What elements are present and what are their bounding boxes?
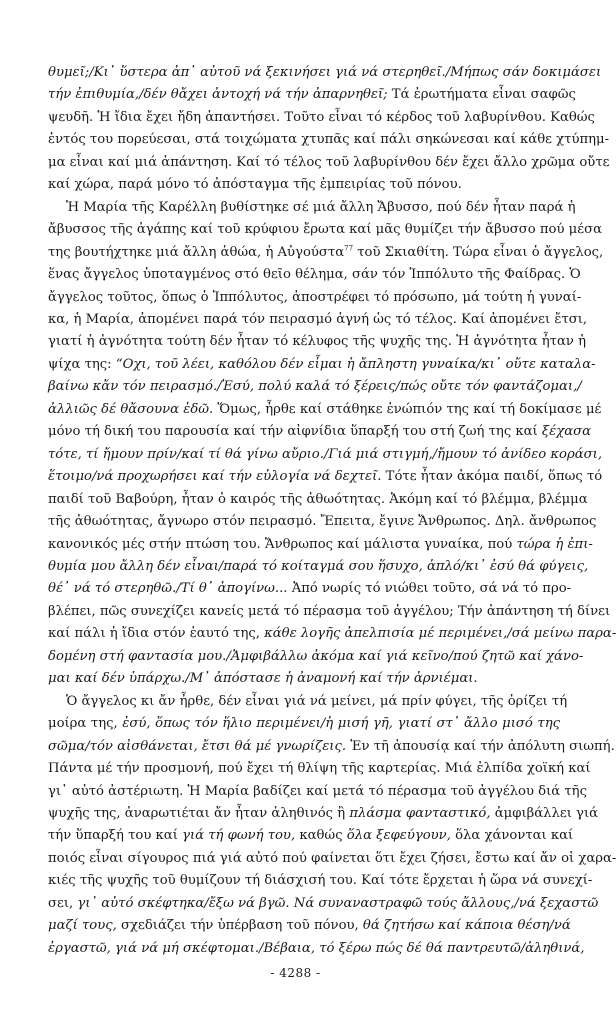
italic-quote: τήν ἐπιθυμία,/δέν θἄχει ἀντοχή νά τήν ἀπαρνηθεῖ; xyxy=(48,87,388,103)
text-run: ψίχα της: xyxy=(48,356,116,372)
text-line xyxy=(48,331,586,353)
text-line xyxy=(48,399,602,421)
italic-quote: ἐσύ, ὅπως τόν ἥλιο περιμένει/ἡ μισή γῆ, γιατί στ᾽ ἄλλο μισό της xyxy=(122,716,561,732)
text-run: ἕνας ἄγγελος ὑποταγμένος στό θεῖο θέλημα, σάν τόν Ἱππόλυτο τῆς Φαίδρας. Ὁ xyxy=(48,267,581,283)
text-run: μόνο τή δική του παρουσία καί τήν αἰφνίδια ὕπαρξή του στή ζωή της καί xyxy=(48,424,542,440)
text-run: ψευδῆ. Ἡ ἴδια ἔχει ἤδη ἀπαντήσει. Τοῦτο εἶναι τό κέρδος τοῦ λαβυρίνθου. Καθώς xyxy=(48,109,595,125)
text-line xyxy=(48,758,591,780)
text-run: κιές τῆς ψυχῆς τοῦ θυμίζουν τή διάσχισή του. Καί τότε ἔρχεται ἡ ὥρα νά συνεχί- xyxy=(48,873,593,889)
text-line xyxy=(48,736,615,758)
text-line xyxy=(48,825,574,847)
italic-quote: ἕτοιμο/νά προχωρήσει καί τήν εὐλογία νά δεχτεῖ. xyxy=(48,469,382,485)
text-line xyxy=(48,174,560,196)
text-run: ὅλα χάνονται καί xyxy=(450,828,574,844)
text-line xyxy=(48,601,611,623)
text-run: ἀμφιβάλλει γιά xyxy=(490,805,599,821)
text-line xyxy=(48,376,582,398)
page-number: - 4288 - xyxy=(270,966,321,980)
text-line xyxy=(48,152,610,174)
text-line xyxy=(48,668,560,690)
italic-quote: θά ζητήσω καί κάποια θέση/νά xyxy=(362,918,571,934)
text-run: Ἐν τῆ ἀπουσίᾳ καί τήν ἀπόλυτη σιωπή. xyxy=(346,738,615,754)
text-run: Ὅμως, ἦρθε καί στάθηκε ἐνώπιόν της καί τή δοκίμασε μέ xyxy=(213,401,602,417)
italic-quote: γιά τή φωνή του, xyxy=(182,828,296,844)
footnote-marker: 77 xyxy=(344,244,354,253)
text-line xyxy=(48,938,585,960)
text-run: ἐντός του πορεύεσαι, στά τοιχώματα χτυπᾶς καί πάλι σηκώνεσαι καί κάθε χτύπημ- xyxy=(48,132,610,148)
italic-quote: βαίνω κἄν τόν πειρασμό./Ἐσύ, πολύ καλά τό ξέρεις/πώς οὔτε τόν φαντάζομαι,/ xyxy=(48,379,582,395)
italic-quote: θέ᾽ νά τό στερηθῶ./Τί θ᾽ ἀπογίνω... xyxy=(48,581,288,597)
text-run: Ἡ Μαρία τῆς Καρέλλη βυθίστηκε σέ μιά ἄλλη Ἄβυσσο, πού δέν ἦταν παρά ἡ xyxy=(66,199,576,215)
italic-quote: θυμία μου ἄλλη δέν εἶναι/παρά τό κοίταγμά σου ἥσυχο, ἁπλό/κι᾽ ἐσύ θά φύγεις, xyxy=(48,558,589,574)
text-run: Τότε ἦταν ἀκόμα παιδί, ὅπως τό xyxy=(381,469,603,485)
paragraph xyxy=(48,197,616,691)
text-run: κα, ἡ Μαρία, ἀπομένει παρά τόν πειρασμό ἁγνή ὡς τό τέλος. Καί ἀπομένει ἔτσι, xyxy=(48,311,588,327)
italic-quote: μαζί τους, xyxy=(48,918,117,934)
text-run: σει, xyxy=(48,895,78,911)
italic-quote: σῶμα/τόν αἰσθάνεται, ἔτσι θά μέ γνωρίζεις. xyxy=(48,738,347,754)
text-run: μα εἶναι καί μιά ἀπάντηση. Καί τό τέλος τοῦ λαβυρίνθου δέν ἔχει ἄλλο χρῶμα οὔτε xyxy=(48,154,610,170)
text-line xyxy=(48,623,616,645)
italic-quote: ὅλα ξεφεύγουν, xyxy=(346,828,451,844)
text-line xyxy=(48,848,616,870)
text-run: γιατί ἡ ἁγνότητα τούτη δέν ἦταν τό κέλυφος τῆς ψυχῆς της. Ἡ ἁγνότητα ἦταν ἡ xyxy=(48,334,586,350)
text-line xyxy=(48,444,603,466)
text-run: ἄγγελος τοῦτος, ὅπως ὁ Ἱππόλυτος, ἀποστρέφει τό πρόσωπο, μά τούτη ἡ γυναί- xyxy=(48,289,582,305)
text-line xyxy=(48,556,589,578)
italic-quote: πλάσμα φανταστικό, xyxy=(349,805,491,821)
text-run: Ἀπό νωρίς τό νιώθει τοῦτο, σά νά τό προ- xyxy=(287,581,572,597)
text-line xyxy=(48,915,571,937)
text-line xyxy=(48,781,587,803)
text-run: καί χώρα, παρά μόνο τό ἀπόσταγμα τῆς ἐμπειρίας τοῦ πόνου. xyxy=(48,177,462,193)
text-line xyxy=(48,534,593,556)
italic-quote: τώρα ἡ ἐπι- xyxy=(516,536,593,552)
italic-quote: ἀλλιῶς δέ θἄσουνα ἐδῶ. xyxy=(48,401,214,417)
text-run: μοίρα της, xyxy=(48,716,123,732)
paragraph xyxy=(48,62,610,197)
text-run: ποιός εἶναι σίγουρος πιά γιά αὐτό πού φαίνεται ὅτι ἔχει ζήσει, ἔστω καί ἄν οἱ χαρα- xyxy=(48,850,616,866)
text-run: Τά ἐρωτήματα εἶναι σαφῶς xyxy=(387,87,576,103)
italic-quote: ἐργαστῶ, γιά νά μή σκέφτομαι./Βέβαια, τό ξέρω πώς δέ θά παντρευτῶ/ἀληθινά, xyxy=(48,940,585,956)
text-line xyxy=(48,421,592,443)
text-line xyxy=(48,511,597,533)
text-run: της βουτήχτηκε μιά ἄλλη ἀθώα, ἡ Αὐγούστα xyxy=(48,244,345,260)
text-line xyxy=(48,354,596,376)
text-run: τήν ὕπαρξή του καί xyxy=(48,828,183,844)
text-run: ψυχῆς της, ἀναρωτιέται ἄν ἦταν ἀληθινός ἢ xyxy=(48,805,350,821)
text-run: βλέπει, πῶς συνεχίζει κανείς μετά τό πέρασμα τοῦ ἀγγέλου; Τήν ἀπάντηση τή δίνει xyxy=(48,603,611,619)
text-run: παιδί τοῦ Βαβούρη, ἦταν ὁ καιρός τῆς ἀθωότητας. Ἀκόμη καί τό βλέμμα, βλέμμα xyxy=(48,491,588,507)
body-text xyxy=(48,62,616,960)
text-line xyxy=(48,84,576,106)
text-line xyxy=(48,691,568,713)
text-run: Πάντα μέ τήν προσμονή, πού ἔχει τή θλίψη τῆς καρτερίας. Μιά ἐλπίδα χοϊκή καί xyxy=(48,761,591,777)
text-line xyxy=(48,713,560,735)
italic-quote: ξέχασα xyxy=(541,424,592,440)
text-line xyxy=(48,129,610,151)
text-line xyxy=(48,893,599,915)
text-line xyxy=(48,62,602,84)
text-line xyxy=(48,242,604,264)
italic-quote: γι᾽ αὐτό σκέφτηκα/ἔξω νά βγῶ. Νά συναναστραφῶ τούς ἄλλους,/νά ξεχαστῶ xyxy=(77,895,599,911)
italic-quote: “Οχι, τοῦ λέει, καθόλου δέν εἶμαι ἡ ἄπληστη γυναίκα/κι᾽ οὔτε καταλα- xyxy=(115,356,596,372)
text-line xyxy=(48,646,584,668)
text-line xyxy=(48,264,581,286)
text-line xyxy=(48,197,576,219)
text-line xyxy=(48,466,603,488)
text-run: Ὁ ἄγγελος κι ἄν ἦρθε, δέν εἶναι γιά νά μείνει, μά πρίν φύγει, τῆς ὁρίζει τή xyxy=(66,693,568,709)
text-run: καί πάλι ἡ ἴδια στόν ἑαυτό της, xyxy=(48,626,265,642)
text-run: ἄβυσσος τῆς ἀγάπης καί τοῦ κρύφιου ἔρωτα καί μᾶς θυμίζει τήν ἄβυσσο πού μέσα xyxy=(48,222,602,238)
text-line xyxy=(48,309,588,331)
text-run: τοῦ Σκιαθίτη. Τώρα εἶναι ὁ ἄγγελος, xyxy=(353,244,604,260)
text-run: γι᾽ αὐτό ἀστέριωτη. Ἡ Μαρία βαδίζει καί μετά τό πέρασμα τοῦ ἀγγέλου διά τῆς xyxy=(48,783,587,799)
text-line xyxy=(48,870,593,892)
text-run: τῆς ἀθωότητας, ἄγνωρο στόν πειρασμό. Ἔπειτα, ἔγινε Ἄνθρωπος. Δηλ. ἄνθρωπος xyxy=(48,514,597,530)
text-line xyxy=(48,803,599,825)
paragraph xyxy=(48,691,616,960)
text-run: καθώς xyxy=(295,828,347,844)
italic-quote: μαι καί δέν ὑπάρχω./Μ᾽ ἀπόστασε ἡ ἀναμονή καί τήν ἀρνιέμαι. xyxy=(48,671,478,687)
text-line xyxy=(48,107,595,129)
text-line xyxy=(48,219,602,241)
italic-quote: θυμεῖ;/Κι᾽ ὕστερα ἀπ᾽ αὐτοῦ νά ξεκινήσει γιά νά στερηθεῖ./Μήπως σάν δοκιμάσει xyxy=(48,65,602,80)
italic-quote: κάθε λογῆς ἀπελπισία μέ περιμένει,/σά μείνω παρα- xyxy=(264,626,616,642)
text-run: κανονικός μές στήν πτώση του. Ἄνθρωπος καί μάλιστα γυναίκα, πού xyxy=(48,536,517,552)
text-line xyxy=(48,578,572,600)
text-line xyxy=(48,489,588,511)
italic-quote: τότε, τί ἤμουν πρίν/καί τί θά γίνω αὔριο./Γιά μιά στιγμή,/ἤμουν τό ἀνίδεο κοράσι, xyxy=(48,446,603,462)
text-run: σχεδιάζει τήν ὑπέρβαση τοῦ πόνου, xyxy=(116,918,363,934)
italic-quote: δομένη στή φαντασία μου./Ἀμφιβάλλω ἀκόμα καί γιά κεῖνο/πού ζητῶ καί χάνο- xyxy=(48,648,584,664)
text-line xyxy=(48,287,582,309)
